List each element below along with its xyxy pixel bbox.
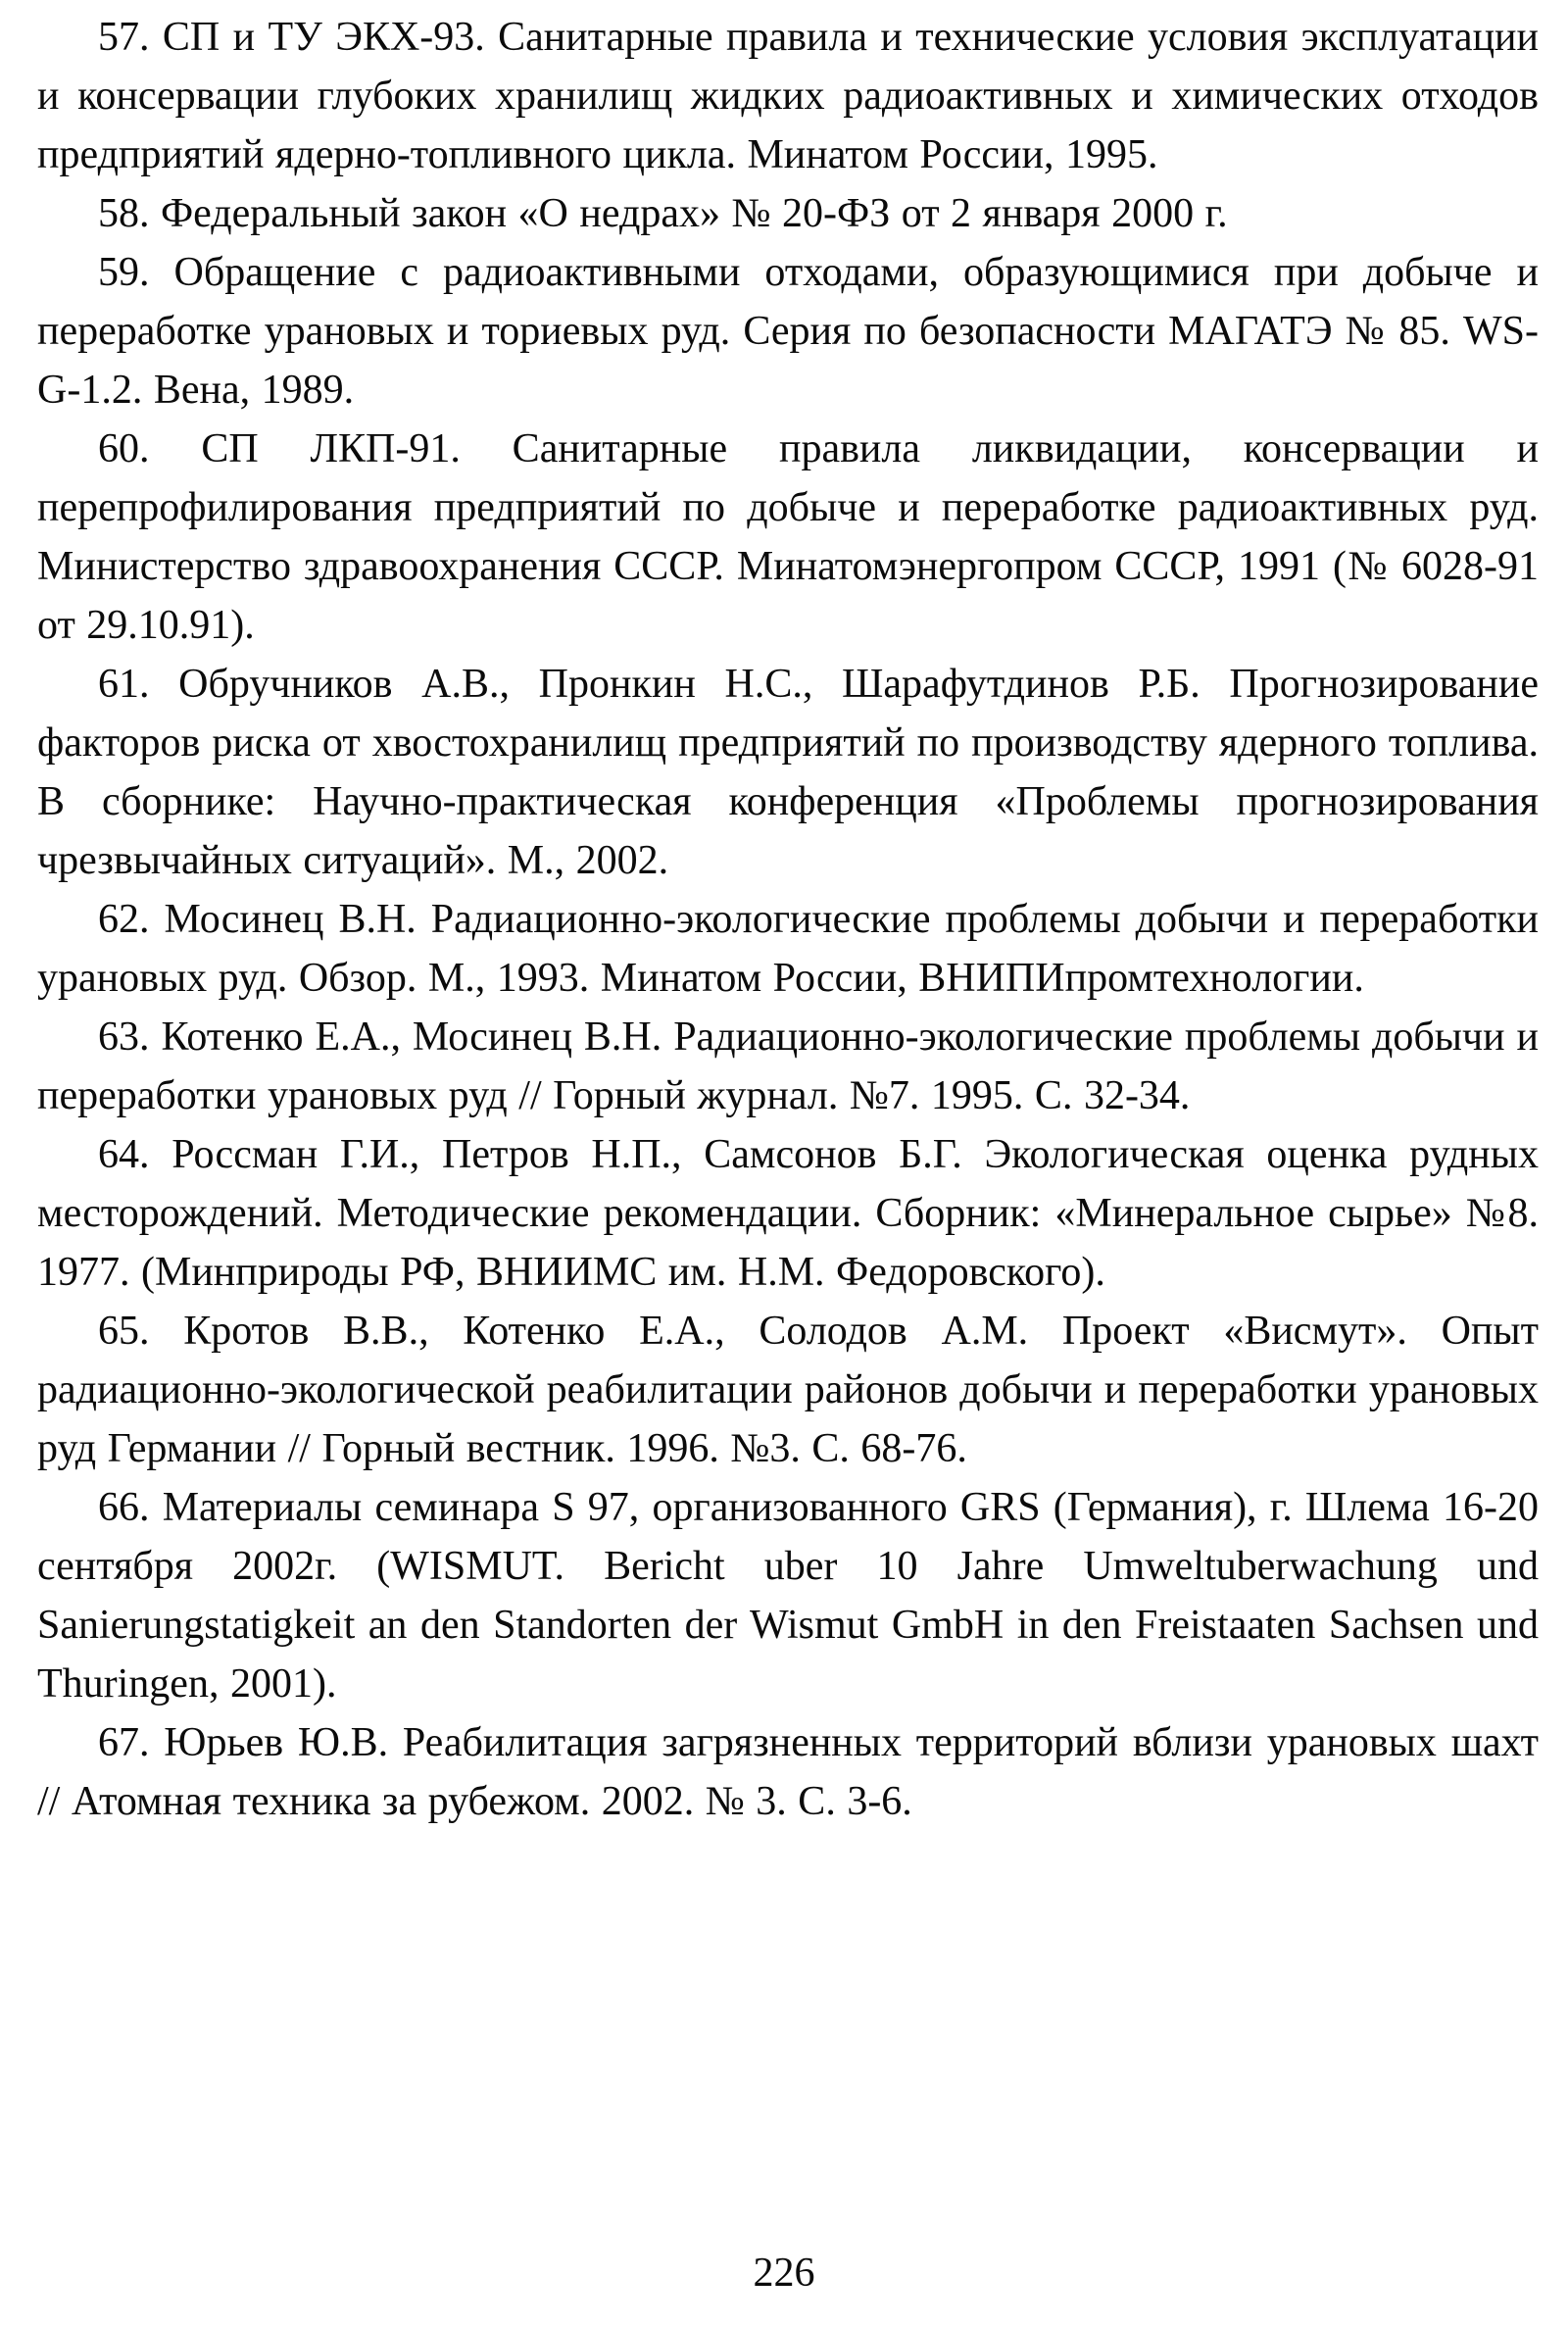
reference-item: 58. Федеральный закон «О недрах» № 20-ФЗ от 2 января 2000 г. [98,191,1228,236]
reference-item: 62. Мосинец В.Н. Радиационно-экологические проблемы добычи и переработки урановых руд. Обзор. М., 1993. Минатом России, ВНИПИпромтехнологии. [37,897,1539,1001]
reference-item: 67. Юрьев Ю.В. Реабилитация загрязненных территорий вблизи урановых шахт // Атомная техника за рубежом. 2002. № 3. С. 3-6. [37,1720,1539,1824]
reference-item: 63. Котенко Е.А., Мосинец В.Н. Радиационно-экологические проблемы добычи и переработки урановых руд // Горный журнал. №7. 1995. С. 32-34. [37,1015,1539,1118]
reference-item: 57. СП и ТУ ЭКХ-93. Санитарные правила и технические условия эксплуатации и консервации глубоких хранилищ жидких радиоактивных и химических отходов предприятий ядерно-топливного цикла. Минатом России, 1995. [37,15,1539,177]
reference-item: 59. Обращение с радиоактивными отходами, образующимися при добыче и переработке урановых и ториевых руд. Серия по безопасности МАГАТЭ № 85. WS-G-1.2. Вена, 1989. [37,250,1539,413]
page-number: 226 [753,2251,815,2296]
reference-item: 65. Кротов В.В., Котенко Е.А., Солодов А.М. Проект «Висмут». Опыт радиационно-экологической реабилитации районов добычи и переработки урановых руд Германии // Горный вестник. 1996. №3. С. 68-76. [37,1309,1539,1471]
reference-item: 64. Россман Г.И., Петров Н.П., Самсонов Б.Г. Экологическая оценка рудных месторождений. Методические рекомендации. Сборник: «Минеральное сырье» №8. 1977. (Минприроды РФ, ВНИИМС им. Н.М. Федоровского). [37,1132,1539,1295]
reference-item: 61. Обручников А.В., Пронкин Н.С., Шарафутдинов Р.Б. Прогнозирование факторов риска от хвостохранилищ предприятий по производству ядерного топлива. В сборнике: Научно-практическая конференция «Проблемы прогнозирования чрезвычайных ситуаций». М., 2002. [37,662,1539,883]
reference-item: 66. Материалы семинара S 97, организованного GRS (Германия), г. Шлема 16-20 сентября 2002г. (WISMUT. Bericht uber 10 Jahre Umweltuberwachung und Sanierungstatigkeit an den Standorten der Wismut GmbH in den Freistaaten Sachsen und Thuringen, 2001). [37,1485,1539,1707]
reference-item: 60. СП ЛКП-91. Санитарные правила ликвидации, консервации и перепрофилирования предприятий по добыче и переработке радиоактивных руд. Министерство здравоохранения СССР. Минатомэнергопром СССР, 1991 (№ 6028-91 от 29.10.91). [37,426,1539,648]
